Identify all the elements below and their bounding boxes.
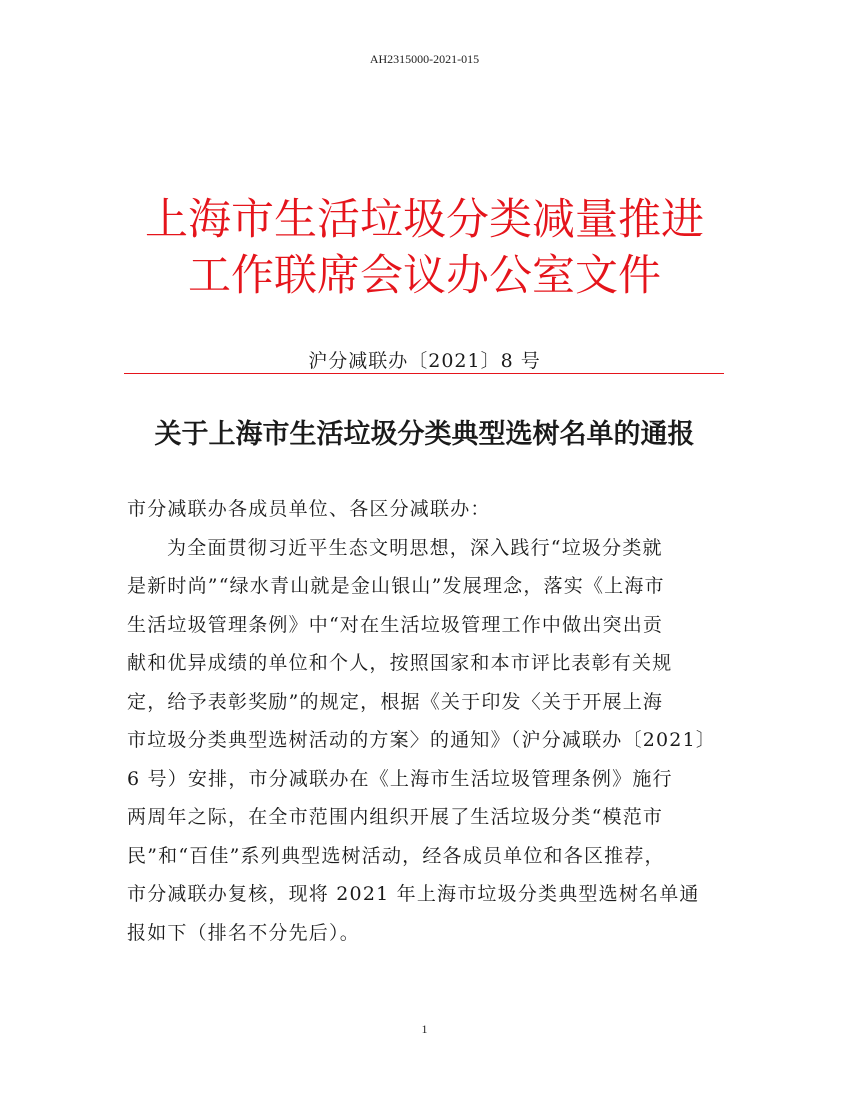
document-code: AH2315000-2021-015	[369, 52, 480, 66]
paragraph-line: 市垃圾分类典型选树活动的方案〉的通知》（沪分减联办〔2021〕	[127, 729, 717, 751]
paragraph-line: 民”和“百佳”系列典型选树活动，经各成员单位和各区推荐，	[127, 844, 665, 867]
page-number: 1	[421, 1022, 428, 1036]
paragraph-line: 生活垃圾管理条例》中“对在生活垃圾管理工作中做出突出贡	[127, 613, 664, 636]
paragraph-line: 市分减联办复核，现将 2021 年上海市垃圾分类典型选树名单通	[127, 883, 700, 905]
paragraph-line: 献和优异成绩的单位和个人，按照国家和本市评比表彰有关规	[127, 652, 673, 674]
document-number: 沪分减联办〔2021〕8 号	[308, 350, 541, 372]
paragraph-line: 报如下（排名不分先后）。	[127, 921, 360, 944]
title-line-2: 工作联席会议办公室文件	[188, 251, 661, 301]
addressee-line: 市分减联办各成员单位、各区分减联办：	[127, 498, 491, 520]
issuing-office-title	[0, 192, 849, 304]
title-line-1: 上海市生活垃圾分类减量推进	[145, 195, 704, 245]
paragraph-line: 为全面贯彻习近平生态文明思想，深入践行“垃圾分类就	[167, 536, 663, 559]
notice-title: 关于上海市生活垃圾分类典型选树名单的通报	[154, 419, 695, 450]
paragraph-line: 两周年之际，在全市范围内组织开展了生活垃圾分类“模范市	[127, 806, 664, 828]
paragraph-line: 定，给予表彰奖励”的规定，根据《关于印发〈关于开展上海	[127, 690, 664, 713]
paragraph-line: 是新时尚”“绿水青山就是金山银山”发展理念，落实《上海市	[127, 575, 665, 597]
body-text	[127, 490, 724, 952]
red-separator-line	[124, 373, 724, 374]
paragraph-line: 6 号）安排，市分减联办在《上海市生活垃圾管理条例》施行	[127, 767, 673, 790]
